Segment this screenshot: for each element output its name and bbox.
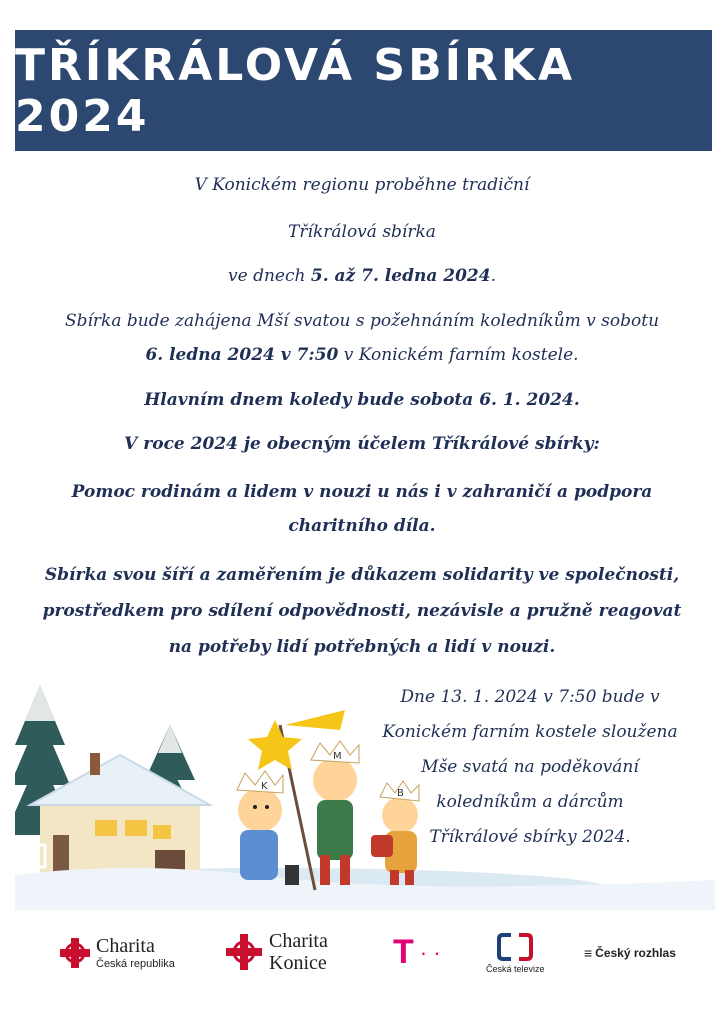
logo-ceska-televize: [486, 933, 545, 974]
dates-bold: 5. až 7. ledna 2024: [310, 266, 491, 286]
main-day: Hlavním dnem koledy bude sobota 6. 1. 2024.: [144, 390, 580, 410]
crown-letter-k: K: [261, 781, 268, 792]
intro-line-1: V Konickém regionu proběhne tradiční: [194, 175, 530, 195]
star: [248, 720, 302, 770]
solidarity-line-3: na potřeby lidí potřebných a lidí v nouzi.: [168, 637, 556, 657]
purpose-line-1: Pomoc rodinám a lidem v nouzi u nás i v zahraničí a podpora: [71, 482, 653, 502]
dates-prefix: ve dnech: [228, 266, 311, 286]
dates-suffix: .: [490, 266, 496, 286]
crown-letter-b: B: [397, 788, 404, 799]
thanks-notice: [360, 680, 700, 855]
charita-cr-name: Charita: [96, 935, 155, 957]
intro-dates: [0, 266, 724, 286]
opening-line-2: [0, 345, 724, 365]
logo-telekom: [393, 933, 441, 972]
charita-konice-line-1: Charita: [269, 930, 328, 952]
caroler-m: [311, 741, 359, 885]
charita-konice-line-2: Konice: [269, 952, 327, 974]
logo-charita-konice: [224, 930, 328, 974]
rozhlas-icon: ≡: [584, 945, 593, 961]
thanks-line-3: Mše svatá na poděkování: [421, 757, 639, 777]
telekom-t-icon: T: [393, 933, 414, 971]
sponsor-logos: [0, 925, 724, 985]
charita-cross-icon: [58, 936, 92, 970]
solidarity-line-1: Sbírka svou šíří a zaměřením je důkazem solidarity ve společnosti,: [44, 565, 680, 585]
thanks-line-4: koledníkům a dárcům: [436, 792, 624, 812]
intro-line-2: Tříkrálová sbírka: [288, 222, 436, 242]
purpose-intro: V roce 2024 je obecným účelem Tříkrálové sbírky:: [124, 434, 600, 454]
ct-icon: [497, 933, 533, 961]
thanks-line-1: Dne 13. 1. 2024 v 7:50 bude v: [400, 687, 660, 707]
title-banner: [15, 30, 712, 151]
thanks-line-5: Tříkrálové sbírky 2024.: [429, 827, 631, 847]
page-title: TŘÍKRÁLOVÁ SBÍRKA 2024: [15, 39, 576, 142]
logo-charita-cr: [58, 935, 175, 970]
opening-date: 6. ledna 2024 v 7:50: [145, 345, 339, 365]
caroler-k: [237, 771, 299, 885]
opening-line-1: Sbírka bude zahájena Mší svatou s požehnáním koledníkům v sobotu: [64, 311, 660, 331]
logo-cesky-rozhlas: [584, 945, 676, 961]
crown-letter-m: M: [333, 751, 342, 762]
charita-konice-cross-icon: [224, 932, 264, 972]
ct-name: Česká televize: [486, 964, 545, 974]
solidarity-line-2: prostředkem pro sdílení odpovědnosti, nezávisle a pružně reagovat: [42, 601, 682, 621]
opening-place: v Konickém farním kostele.: [338, 345, 579, 365]
telekom-dots: · ·: [419, 939, 441, 965]
charita-cr-sub: Česká republika: [96, 958, 175, 970]
rozhlas-name: Český rozhlas: [595, 946, 676, 960]
thanks-line-2: Konickém farním kostele sloužena: [382, 722, 678, 742]
purpose-line-2: charitního díla.: [288, 516, 436, 536]
